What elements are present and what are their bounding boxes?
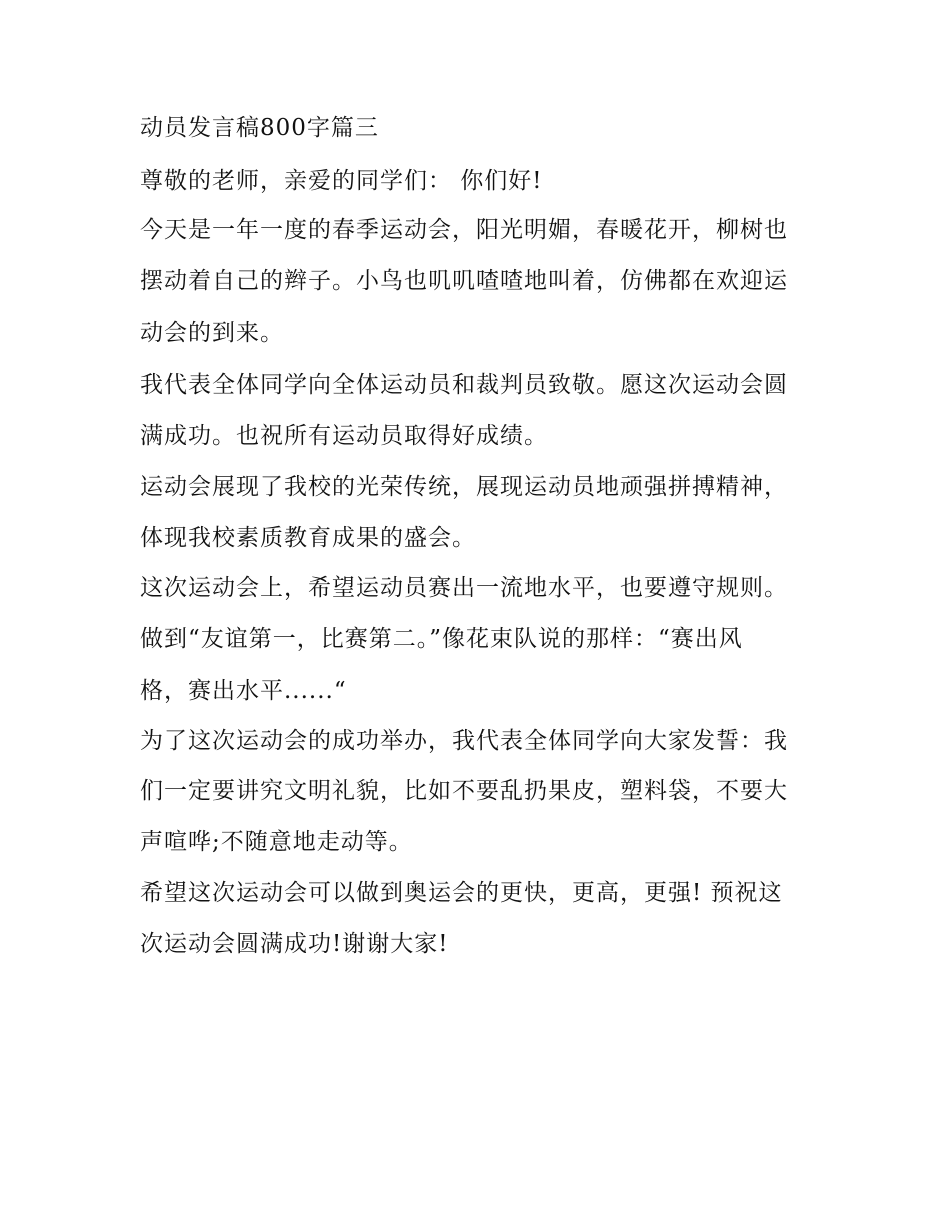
body-line: 为了这次运动会的成功举办，我代表全体同学向大家发誓：我 <box>140 728 788 754</box>
body-line: 我代表全体同学向全体运动员和裁判员致敬。愿这次运动会圆 <box>140 372 788 398</box>
body-line: 声喧哗;不随意地走动等。 <box>140 829 413 855</box>
greeting-line: 尊敬的老师，亲爱的同学们： 你们好! <box>140 168 543 194</box>
body-line: 格，赛出水平......“ <box>140 678 347 704</box>
body-line: 次运动会圆满成功!谢谢大家! <box>140 931 449 957</box>
body-line: 希望这次运动会可以做到奥运会的更快，更高，更强! 预祝这 <box>140 880 783 906</box>
document-title: 动员发言稿800字篇三 <box>140 115 379 141</box>
body-line: 做到“友谊第一，比赛第二。”像花束队说的那样：“赛出风 <box>140 626 743 652</box>
body-line: 们一定要讲究文明礼貌，比如不要乱扔果皮，塑料袋，不要大 <box>140 778 788 804</box>
body-line: 摆动着自己的辫子。小鸟也叽叽喳喳地叫着，仿佛都在欢迎运 <box>140 268 788 294</box>
body-line: 运动会展现了我校的光荣传统，展现运动员地顽强拼搏精神， <box>140 474 788 500</box>
body-line: 这次运动会上，希望运动员赛出一流地水平，也要遵守规则。 <box>140 575 788 601</box>
body-line: 满成功。也祝所有运动员取得好成绩。 <box>140 423 548 449</box>
body-line: 今天是一年一度的春季运动会，阳光明媚，春暖花开，柳树也 <box>140 217 788 243</box>
body-line: 体现我校素质教育成果的盛会。 <box>140 525 476 551</box>
body-line: 动会的到来。 <box>140 320 284 346</box>
